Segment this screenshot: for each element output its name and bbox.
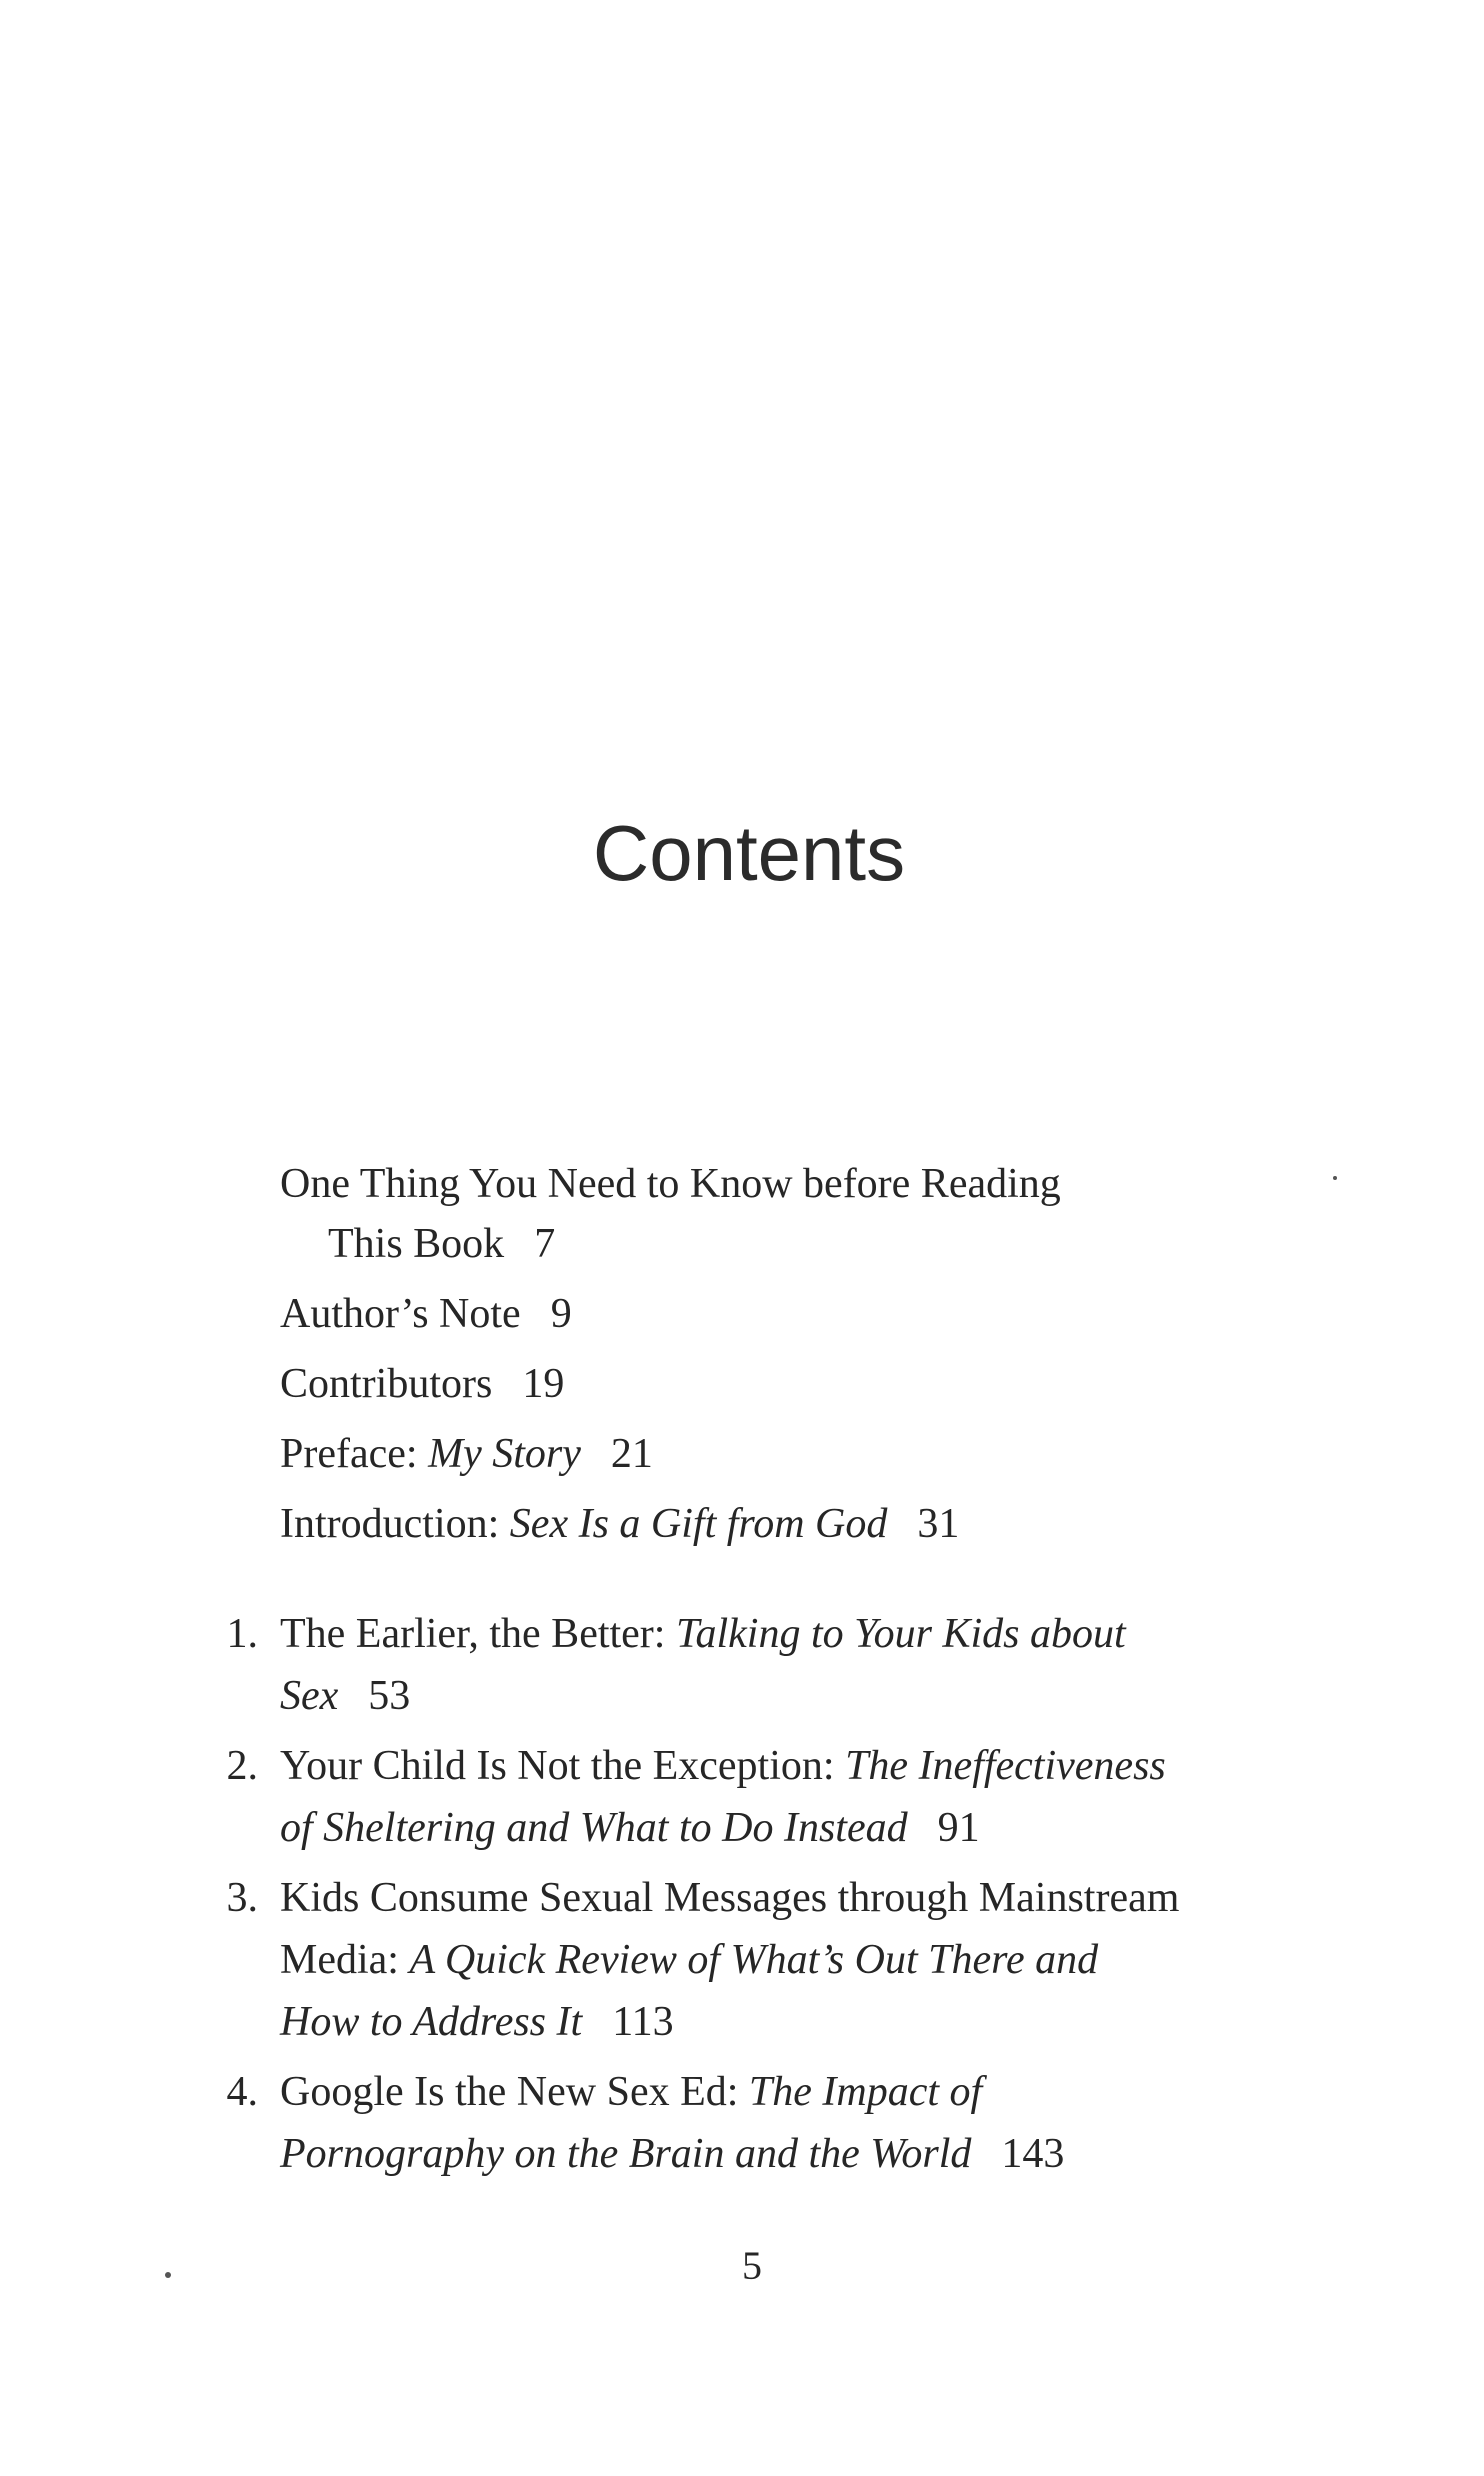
- chapter-number: 4.: [226, 2069, 258, 2115]
- page-number: 21: [610, 1431, 653, 1477]
- scan-speck: [165, 2272, 171, 2278]
- page-number: 113: [612, 1999, 674, 2045]
- page-title: Contents: [592, 809, 906, 897]
- toc-chapter-2-line1: Your Child Is Not the Exception: The Ineffectiveness: [280, 1743, 1166, 1789]
- page-number: 7: [534, 1221, 556, 1267]
- toc-chapter-1-line2: Sex 53: [280, 1673, 411, 1719]
- toc-chapter-4-line1: Google Is the New Sex Ed: The Impact of: [280, 2069, 983, 2115]
- chapter-number: 2.: [226, 1743, 258, 1789]
- toc-chapter-3-line3: How to Address It 113: [280, 1999, 674, 2045]
- page-number: 9: [550, 1291, 572, 1337]
- page-number: 53: [368, 1673, 411, 1719]
- toc-entry-authors-note: Author’s Note 9: [280, 1291, 572, 1337]
- toc-chapter-3-line2: Media: A Quick Review of What’s Out There and: [280, 1937, 1099, 1983]
- page-number: 31: [917, 1501, 960, 1547]
- page-number: 91: [937, 1805, 980, 1851]
- toc-entry-introduction: Introduction: Sex Is a Gift from God 31: [280, 1501, 960, 1547]
- toc-chapter-3-line1: Kids Consume Sexual Messages through Mainstream: [280, 1875, 1180, 1921]
- toc-entry-one-thing-line1: One Thing You Need to Know before Reading: [280, 1161, 1061, 1207]
- toc-entry-preface: Preface: My Story 21: [280, 1431, 653, 1477]
- chapter-number: 1.: [226, 1611, 258, 1657]
- page-number: 19: [522, 1361, 565, 1407]
- chapter-number: 3.: [226, 1875, 258, 1921]
- toc-chapter-1-line1: The Earlier, the Better: Talking to Your Kids about: [280, 1611, 1126, 1657]
- page-folio: 5: [742, 2243, 762, 2288]
- toc-chapter-4-line2: Pornography on the Brain and the World 143: [280, 2131, 1065, 2177]
- page-number: 143: [1001, 2131, 1065, 2177]
- toc-entry-one-thing-line2: This Book 7: [328, 1221, 556, 1267]
- toc-entry-contributors: Contributors 19: [280, 1361, 565, 1407]
- scan-speck: [1333, 1176, 1337, 1180]
- toc-chapter-2-line2: of Sheltering and What to Do Instead 91: [280, 1805, 980, 1851]
